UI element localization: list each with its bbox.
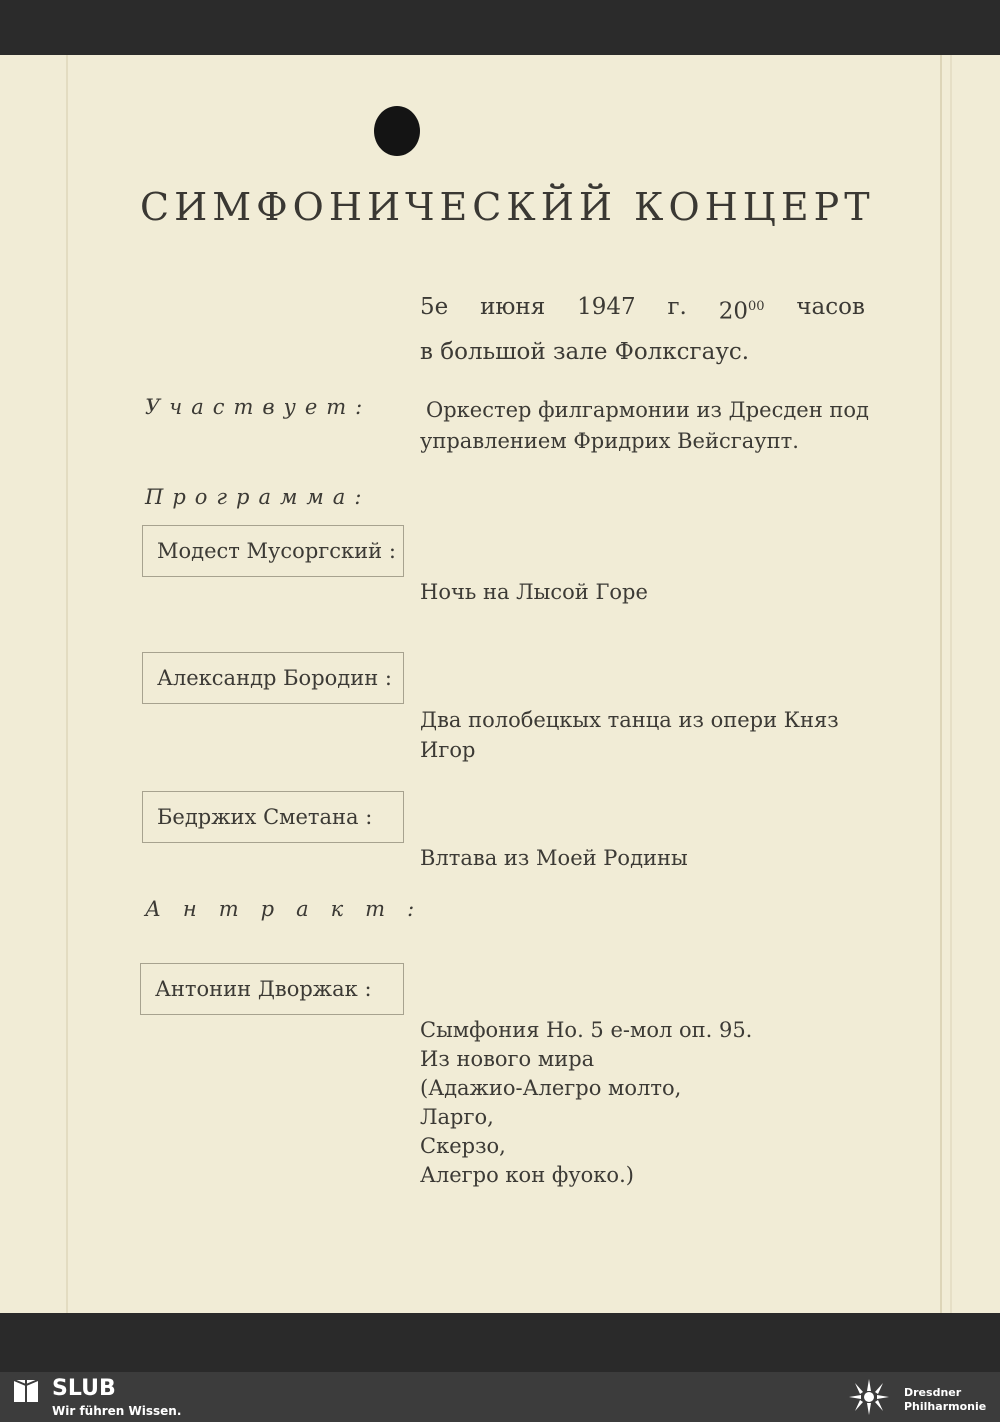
- work-line: Ларго,: [420, 1105, 494, 1129]
- work-line: Алегро кон фуоко.): [420, 1163, 634, 1187]
- date-year-abbr: г.: [667, 294, 687, 320]
- date-year: 1947: [577, 294, 636, 320]
- composer-box-borodin: Александр Бородин :: [142, 652, 404, 704]
- date-day: 5е: [420, 294, 449, 320]
- work-line: Скерзо,: [420, 1134, 506, 1158]
- concert-title: СИМФОНИЧЕСКЙЙ КОНЦЕРТ: [140, 185, 875, 229]
- slub-logo-icon[interactable]: [12, 1377, 40, 1405]
- partner-name[interactable]: [904, 1386, 986, 1414]
- scan-background-top: [0, 0, 1000, 55]
- date-line: [420, 287, 865, 332]
- participant-label: Участвует:: [145, 395, 372, 419]
- date-hours-word: часов: [796, 294, 865, 320]
- slub-name[interactable]: SLUB: [52, 1376, 116, 1401]
- work-line: Влтава из Моей Родины: [420, 846, 688, 870]
- date-venue-block: [420, 287, 865, 372]
- composer-box-mussorgsky: Модест Мусоргский :: [142, 525, 404, 577]
- date-time: [719, 287, 765, 332]
- participant-line-2: управлением Фридрих Вейсгаупт.: [420, 429, 799, 453]
- partner-name-line-1: Dresdner: [904, 1386, 962, 1399]
- fold-line-right: [940, 55, 942, 1313]
- date-month: июня: [480, 294, 546, 320]
- footer-bar: [0, 1372, 1000, 1422]
- work-line: Сымфония Но. 5 е-мол оп. 95.: [420, 1018, 753, 1042]
- date-minutes: 00: [747, 299, 765, 314]
- program-card: [0, 55, 1000, 1313]
- composer-box-smetana: Бедржих Сметана :: [142, 791, 404, 843]
- partner-name-line-2: Philharmonie: [904, 1400, 987, 1413]
- composer-box-dvorak: Антонин Дворжак :: [140, 963, 404, 1015]
- work-line: (Адажио-Алегро молто,: [420, 1076, 682, 1100]
- date-hour: 20: [718, 298, 748, 325]
- work-line: Ночь на Лысой Горе: [420, 580, 648, 604]
- punch-hole: [374, 106, 420, 156]
- intermission-label: Антракт:: [145, 897, 437, 921]
- slub-tagline: Wir führen Wissen.: [52, 1404, 182, 1418]
- work-line: Из нового мира: [420, 1047, 595, 1071]
- fold-line-left: [66, 55, 68, 1313]
- work-line: Два полобецкых танца из опери Княз: [420, 708, 839, 732]
- work-line: Игор: [420, 738, 476, 762]
- fold-line-right-edge: [950, 55, 952, 1313]
- participant-line-1: Оркестер филгармонии из Дресден под: [426, 398, 869, 422]
- dresdner-philharmonie-logo-icon[interactable]: [843, 1375, 895, 1419]
- venue-line: в большой зале Фолксгаус.: [420, 338, 750, 365]
- program-label: Программа:: [145, 485, 371, 509]
